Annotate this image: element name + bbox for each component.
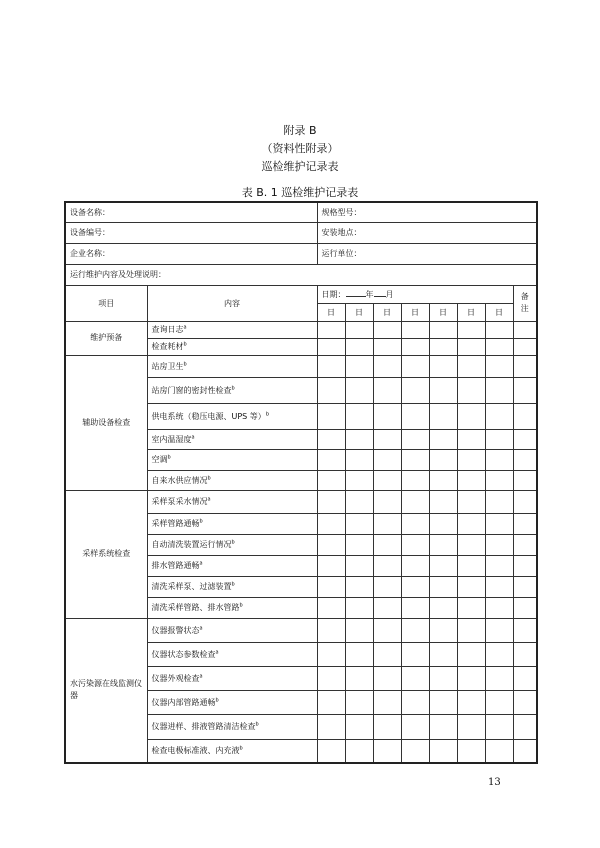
table-row: [65, 321, 537, 338]
remark-cell[interactable]: [513, 490, 537, 513]
footnote-marker: b: [167, 454, 171, 461]
footnote-marker: b: [231, 539, 235, 546]
check-item-text: 仪器内部管路通畅: [151, 697, 216, 707]
day-entry-cell[interactable]: [373, 642, 401, 666]
day-entry-cell[interactable]: [345, 555, 373, 576]
remark-cell[interactable]: [513, 377, 537, 403]
footnote-marker: a: [199, 672, 203, 679]
day-entry-cell[interactable]: [429, 666, 457, 690]
day-entry-cell[interactable]: [373, 576, 401, 597]
remark-cell[interactable]: [513, 690, 537, 714]
day-entry-cell[interactable]: [401, 555, 429, 576]
day-entry-cell[interactable]: [429, 490, 457, 513]
day-entry-cell[interactable]: [429, 403, 457, 429]
day-entry-cell[interactable]: [345, 739, 373, 763]
check-item-text: 检查电极标准液、内充液: [151, 746, 240, 756]
day-entry-cell[interactable]: [429, 714, 457, 739]
year-blank[interactable]: [346, 288, 366, 297]
remark-cell[interactable]: [513, 618, 537, 642]
day-entry-cell[interactable]: [345, 470, 373, 490]
day-entry-cell[interactable]: [429, 597, 457, 618]
day-entry-cell[interactable]: [485, 555, 513, 576]
date-header: [317, 285, 513, 303]
day-entry-cell[interactable]: [373, 429, 401, 449]
check-item-text: 室内温湿度: [151, 434, 192, 444]
day-entry-cell[interactable]: [485, 739, 513, 763]
day-entry-cell[interactable]: [457, 576, 485, 597]
day-entry-cell[interactable]: [373, 666, 401, 690]
check-item-text: 仪器进样、排液管路清洁检查: [151, 722, 256, 731]
day-entry-cell[interactable]: [429, 690, 457, 714]
day-entry-cell[interactable]: [457, 377, 485, 403]
equipment-no-field[interactable]: 设备编号：: [65, 222, 317, 243]
day-entry-cell[interactable]: [485, 618, 513, 642]
day-entry-cell[interactable]: [317, 666, 345, 690]
day-entry-cell[interactable]: [345, 403, 373, 429]
day-entry-cell[interactable]: [485, 429, 513, 449]
day-entry-cell[interactable]: [485, 321, 513, 338]
day-entry-cell[interactable]: [485, 513, 513, 534]
check-item-text: 站房卫生: [151, 361, 184, 371]
day-entry-cell[interactable]: [317, 618, 345, 642]
item-header: 项目: [65, 285, 147, 321]
check-item: [147, 449, 317, 470]
day-entry-cell[interactable]: [457, 470, 485, 490]
day-entry-cell[interactable]: [317, 490, 345, 513]
footnote-marker: b: [199, 518, 203, 525]
day-entry-cell[interactable]: [429, 355, 457, 377]
day-entry-cell[interactable]: [457, 618, 485, 642]
day-entry-cell[interactable]: [457, 534, 485, 555]
day-header: 日: [345, 303, 373, 321]
content-desc-field[interactable]: 运行维护内容及处理说明：: [65, 264, 537, 285]
day-entry-cell[interactable]: [401, 355, 429, 377]
content-header: 内容: [147, 285, 317, 321]
day-entry-cell[interactable]: [345, 690, 373, 714]
check-item-text: 自动清洗装置运行情况: [151, 540, 232, 549]
day-entry-cell[interactable]: [317, 534, 345, 555]
date-label: 日期：: [321, 290, 346, 299]
inspection-record-table: [64, 201, 538, 764]
day-entry-cell[interactable]: [429, 513, 457, 534]
day-entry-cell[interactable]: [373, 355, 401, 377]
day-entry-cell[interactable]: [345, 429, 373, 449]
day-entry-cell[interactable]: [401, 576, 429, 597]
footnote-marker: b: [265, 410, 269, 417]
day-entry-cell[interactable]: [345, 576, 373, 597]
day-entry-cell[interactable]: [345, 597, 373, 618]
footnote-marker: a: [215, 648, 219, 655]
remark-cell[interactable]: [513, 338, 537, 355]
day-entry-cell[interactable]: [485, 377, 513, 403]
check-item: [147, 576, 317, 597]
remark-cell[interactable]: [513, 739, 537, 763]
check-item: [147, 642, 317, 666]
day-entry-cell[interactable]: [345, 338, 373, 355]
check-item-text: 采样泵采水情况: [151, 497, 208, 506]
day-entry-cell[interactable]: [345, 714, 373, 739]
day-entry-cell[interactable]: [429, 429, 457, 449]
day-entry-cell[interactable]: [345, 355, 373, 377]
remark-cell[interactable]: [513, 403, 537, 429]
day-entry-cell[interactable]: [373, 690, 401, 714]
day-entry-cell[interactable]: [373, 714, 401, 739]
remark-cell[interactable]: [513, 449, 537, 470]
day-entry-cell[interactable]: [401, 403, 429, 429]
check-item: [147, 470, 317, 490]
check-item-text: 检查耗材: [151, 342, 184, 351]
model-field[interactable]: 规格型号：: [317, 202, 537, 222]
check-item: [147, 403, 317, 429]
operator-unit-field[interactable]: 运行单位：: [317, 243, 537, 264]
appendix-title: 巡检维护记录表: [261, 160, 339, 173]
day-entry-cell[interactable]: [485, 403, 513, 429]
remark-cell[interactable]: [513, 666, 537, 690]
check-item-text: 清洗采样泵、过滤装置: [151, 582, 232, 591]
day-header: 日: [317, 303, 345, 321]
day-header: 日: [401, 303, 429, 321]
day-entry-cell[interactable]: [485, 490, 513, 513]
footnote-marker: b: [215, 696, 219, 703]
check-item-text: 仪器报警状态: [151, 625, 200, 635]
day-entry-cell[interactable]: [485, 597, 513, 618]
day-entry-cell[interactable]: [429, 321, 457, 338]
day-entry-cell[interactable]: [373, 338, 401, 355]
day-entry-cell[interactable]: [345, 449, 373, 470]
day-entry-cell[interactable]: [373, 618, 401, 642]
remark-header: 备注: [513, 285, 537, 321]
day-entry-cell[interactable]: [457, 321, 485, 338]
section-name: 辅助设备检查: [65, 355, 147, 490]
day-entry-cell[interactable]: [317, 555, 345, 576]
day-entry-cell[interactable]: [317, 338, 345, 355]
footnote-marker: b: [239, 745, 243, 752]
day-entry-cell[interactable]: [457, 338, 485, 355]
remark-cell[interactable]: [513, 555, 537, 576]
day-entry-cell[interactable]: [401, 449, 429, 470]
day-header: 日: [429, 303, 457, 321]
day-entry-cell[interactable]: [345, 321, 373, 338]
check-item: [147, 690, 317, 714]
day-entry-cell[interactable]: [429, 338, 457, 355]
check-item: [147, 321, 317, 338]
day-entry-cell[interactable]: [401, 338, 429, 355]
day-entry-cell[interactable]: [429, 449, 457, 470]
check-item: [147, 739, 317, 763]
day-entry-cell[interactable]: [401, 597, 429, 618]
day-entry-cell[interactable]: [345, 642, 373, 666]
check-item: [147, 714, 317, 739]
day-entry-cell[interactable]: [401, 490, 429, 513]
day-entry-cell[interactable]: [401, 470, 429, 490]
check-item-text: 采样管路通畅: [151, 519, 200, 528]
day-entry-cell[interactable]: [485, 666, 513, 690]
footnote-marker: a: [183, 324, 187, 331]
day-entry-cell[interactable]: [373, 403, 401, 429]
day-entry-cell[interactable]: [457, 739, 485, 763]
footnote-marker: b: [183, 341, 187, 348]
remark-cell[interactable]: [513, 576, 537, 597]
day-entry-cell[interactable]: [317, 513, 345, 534]
day-entry-cell[interactable]: [373, 321, 401, 338]
day-entry-cell[interactable]: [317, 449, 345, 470]
day-header: 日: [373, 303, 401, 321]
day-entry-cell[interactable]: [485, 449, 513, 470]
day-entry-cell[interactable]: [373, 555, 401, 576]
day-entry-cell[interactable]: [457, 642, 485, 666]
day-entry-cell[interactable]: [373, 377, 401, 403]
check-item: [147, 490, 317, 513]
table-row: [65, 355, 537, 377]
day-entry-cell[interactable]: [317, 403, 345, 429]
day-entry-cell[interactable]: [485, 642, 513, 666]
day-entry-cell[interactable]: [401, 739, 429, 763]
day-entry-cell[interactable]: [457, 403, 485, 429]
section-name: 维护预备: [65, 321, 147, 355]
day-entry-cell[interactable]: [345, 513, 373, 534]
check-item-text: 排水管路通畅: [151, 561, 200, 570]
day-entry-cell[interactable]: [401, 714, 429, 739]
remark-cell[interactable]: [513, 321, 537, 338]
check-item-text: 空调: [151, 455, 168, 464]
day-entry-cell[interactable]: [457, 429, 485, 449]
day-entry-cell[interactable]: [401, 429, 429, 449]
day-entry-cell[interactable]: [317, 690, 345, 714]
day-entry-cell[interactable]: [429, 642, 457, 666]
remark-cell[interactable]: [513, 470, 537, 490]
day-entry-cell[interactable]: [345, 666, 373, 690]
day-entry-cell[interactable]: [317, 714, 345, 739]
day-entry-cell[interactable]: [373, 490, 401, 513]
check-item-text: 供电系统（稳压电源、UPS 等）: [151, 411, 266, 421]
check-item: [147, 355, 317, 377]
day-entry-cell[interactable]: [317, 739, 345, 763]
check-item-text: 自来水供应情况: [151, 475, 208, 485]
section-name: 水污染源在线监测仪器: [65, 618, 147, 763]
footnote-marker: a: [199, 624, 203, 631]
footnote-marker: b: [207, 474, 211, 481]
section-name: 采样系统检查: [65, 490, 147, 618]
remark-cell[interactable]: [513, 597, 537, 618]
day-header: 日: [485, 303, 513, 321]
remark-cell[interactable]: [513, 513, 537, 534]
day-entry-cell[interactable]: [429, 470, 457, 490]
day-entry-cell[interactable]: [429, 576, 457, 597]
month-blank[interactable]: [374, 288, 386, 297]
table-row: [65, 618, 537, 642]
day-entry-cell[interactable]: [457, 513, 485, 534]
install-site-field[interactable]: 安装地点：: [317, 222, 537, 243]
day-entry-cell[interactable]: [457, 490, 485, 513]
day-entry-cell[interactable]: [345, 618, 373, 642]
table-caption: 表 B. 1 巡检维护记录表: [241, 186, 359, 199]
remark-cell[interactable]: [513, 429, 537, 449]
check-item: [147, 534, 317, 555]
remark-cell[interactable]: [513, 355, 537, 377]
day-entry-cell[interactable]: [317, 576, 345, 597]
day-entry-cell[interactable]: [401, 690, 429, 714]
day-entry-cell[interactable]: [485, 534, 513, 555]
day-entry-cell[interactable]: [373, 739, 401, 763]
day-entry-cell[interactable]: [317, 377, 345, 403]
day-entry-cell[interactable]: [317, 470, 345, 490]
check-item-text: 仪器状态参数检查: [151, 649, 216, 659]
footnote-marker: b: [239, 602, 243, 609]
day-entry-cell[interactable]: [373, 470, 401, 490]
day-entry-cell[interactable]: [457, 666, 485, 690]
day-entry-cell[interactable]: [485, 576, 513, 597]
day-entry-cell[interactable]: [457, 690, 485, 714]
day-entry-cell[interactable]: [457, 355, 485, 377]
day-entry-cell[interactable]: [457, 555, 485, 576]
day-entry-cell[interactable]: [485, 470, 513, 490]
year-label: 年: [365, 290, 374, 299]
company-field[interactable]: 企业名称：: [65, 243, 317, 264]
day-entry-cell[interactable]: [317, 642, 345, 666]
footnote-marker: a: [199, 560, 203, 567]
day-entry-cell[interactable]: [317, 355, 345, 377]
day-entry-cell[interactable]: [345, 534, 373, 555]
day-entry-cell[interactable]: [457, 714, 485, 739]
check-item: [147, 618, 317, 642]
day-entry-cell[interactable]: [401, 377, 429, 403]
day-entry-cell[interactable]: [317, 597, 345, 618]
check-item: [147, 666, 317, 690]
check-item-text: 查询日志: [151, 325, 184, 334]
check-item: [147, 513, 317, 534]
day-entry-cell[interactable]: [457, 597, 485, 618]
footnote-marker: b: [231, 384, 235, 391]
check-item-text: 仪器外观检查: [151, 673, 200, 683]
day-entry-cell[interactable]: [401, 513, 429, 534]
remark-cell[interactable]: [513, 534, 537, 555]
day-entry-cell[interactable]: [373, 449, 401, 470]
day-entry-cell[interactable]: [345, 490, 373, 513]
appendix-nature: （资料性附录）: [261, 142, 339, 155]
day-entry-cell[interactable]: [317, 429, 345, 449]
day-entry-cell[interactable]: [485, 690, 513, 714]
check-item-text: 站房门窗的密封性检查: [151, 385, 232, 395]
remark-cell[interactable]: [513, 642, 537, 666]
day-entry-cell[interactable]: [345, 377, 373, 403]
day-entry-cell[interactable]: [429, 534, 457, 555]
day-entry-cell[interactable]: [401, 666, 429, 690]
day-header: 日: [457, 303, 485, 321]
day-entry-cell[interactable]: [401, 534, 429, 555]
check-item: [147, 429, 317, 449]
day-entry-cell[interactable]: [485, 338, 513, 355]
day-entry-cell[interactable]: [373, 597, 401, 618]
footnote-marker: a: [207, 496, 211, 503]
page-number: 13: [488, 777, 501, 788]
appendix-label: 附录 B: [283, 124, 317, 137]
footnote-marker: b: [255, 721, 259, 728]
day-entry-cell[interactable]: [373, 513, 401, 534]
day-entry-cell[interactable]: [429, 555, 457, 576]
check-item: [147, 555, 317, 576]
footnote-marker: b: [183, 360, 187, 367]
day-entry-cell[interactable]: [485, 714, 513, 739]
day-entry-cell[interactable]: [401, 642, 429, 666]
equipment-name-field[interactable]: 设备名称：: [65, 202, 317, 222]
check-item: [147, 597, 317, 618]
day-entry-cell[interactable]: [401, 618, 429, 642]
day-entry-cell[interactable]: [317, 321, 345, 338]
day-entry-cell[interactable]: [401, 321, 429, 338]
footnote-marker: b: [231, 581, 235, 588]
remark-cell[interactable]: [513, 714, 537, 739]
day-entry-cell[interactable]: [429, 377, 457, 403]
month-label: 月: [385, 290, 394, 299]
check-item-text: 清洗采样管路、排水管路: [151, 603, 240, 612]
table-row: [65, 490, 537, 513]
day-entry-cell[interactable]: [485, 355, 513, 377]
check-item: [147, 377, 317, 403]
day-entry-cell[interactable]: [373, 534, 401, 555]
day-entry-cell[interactable]: [429, 618, 457, 642]
footnote-marker: a: [191, 433, 195, 440]
day-entry-cell[interactable]: [457, 449, 485, 470]
day-entry-cell[interactable]: [429, 739, 457, 763]
check-item: [147, 338, 317, 355]
